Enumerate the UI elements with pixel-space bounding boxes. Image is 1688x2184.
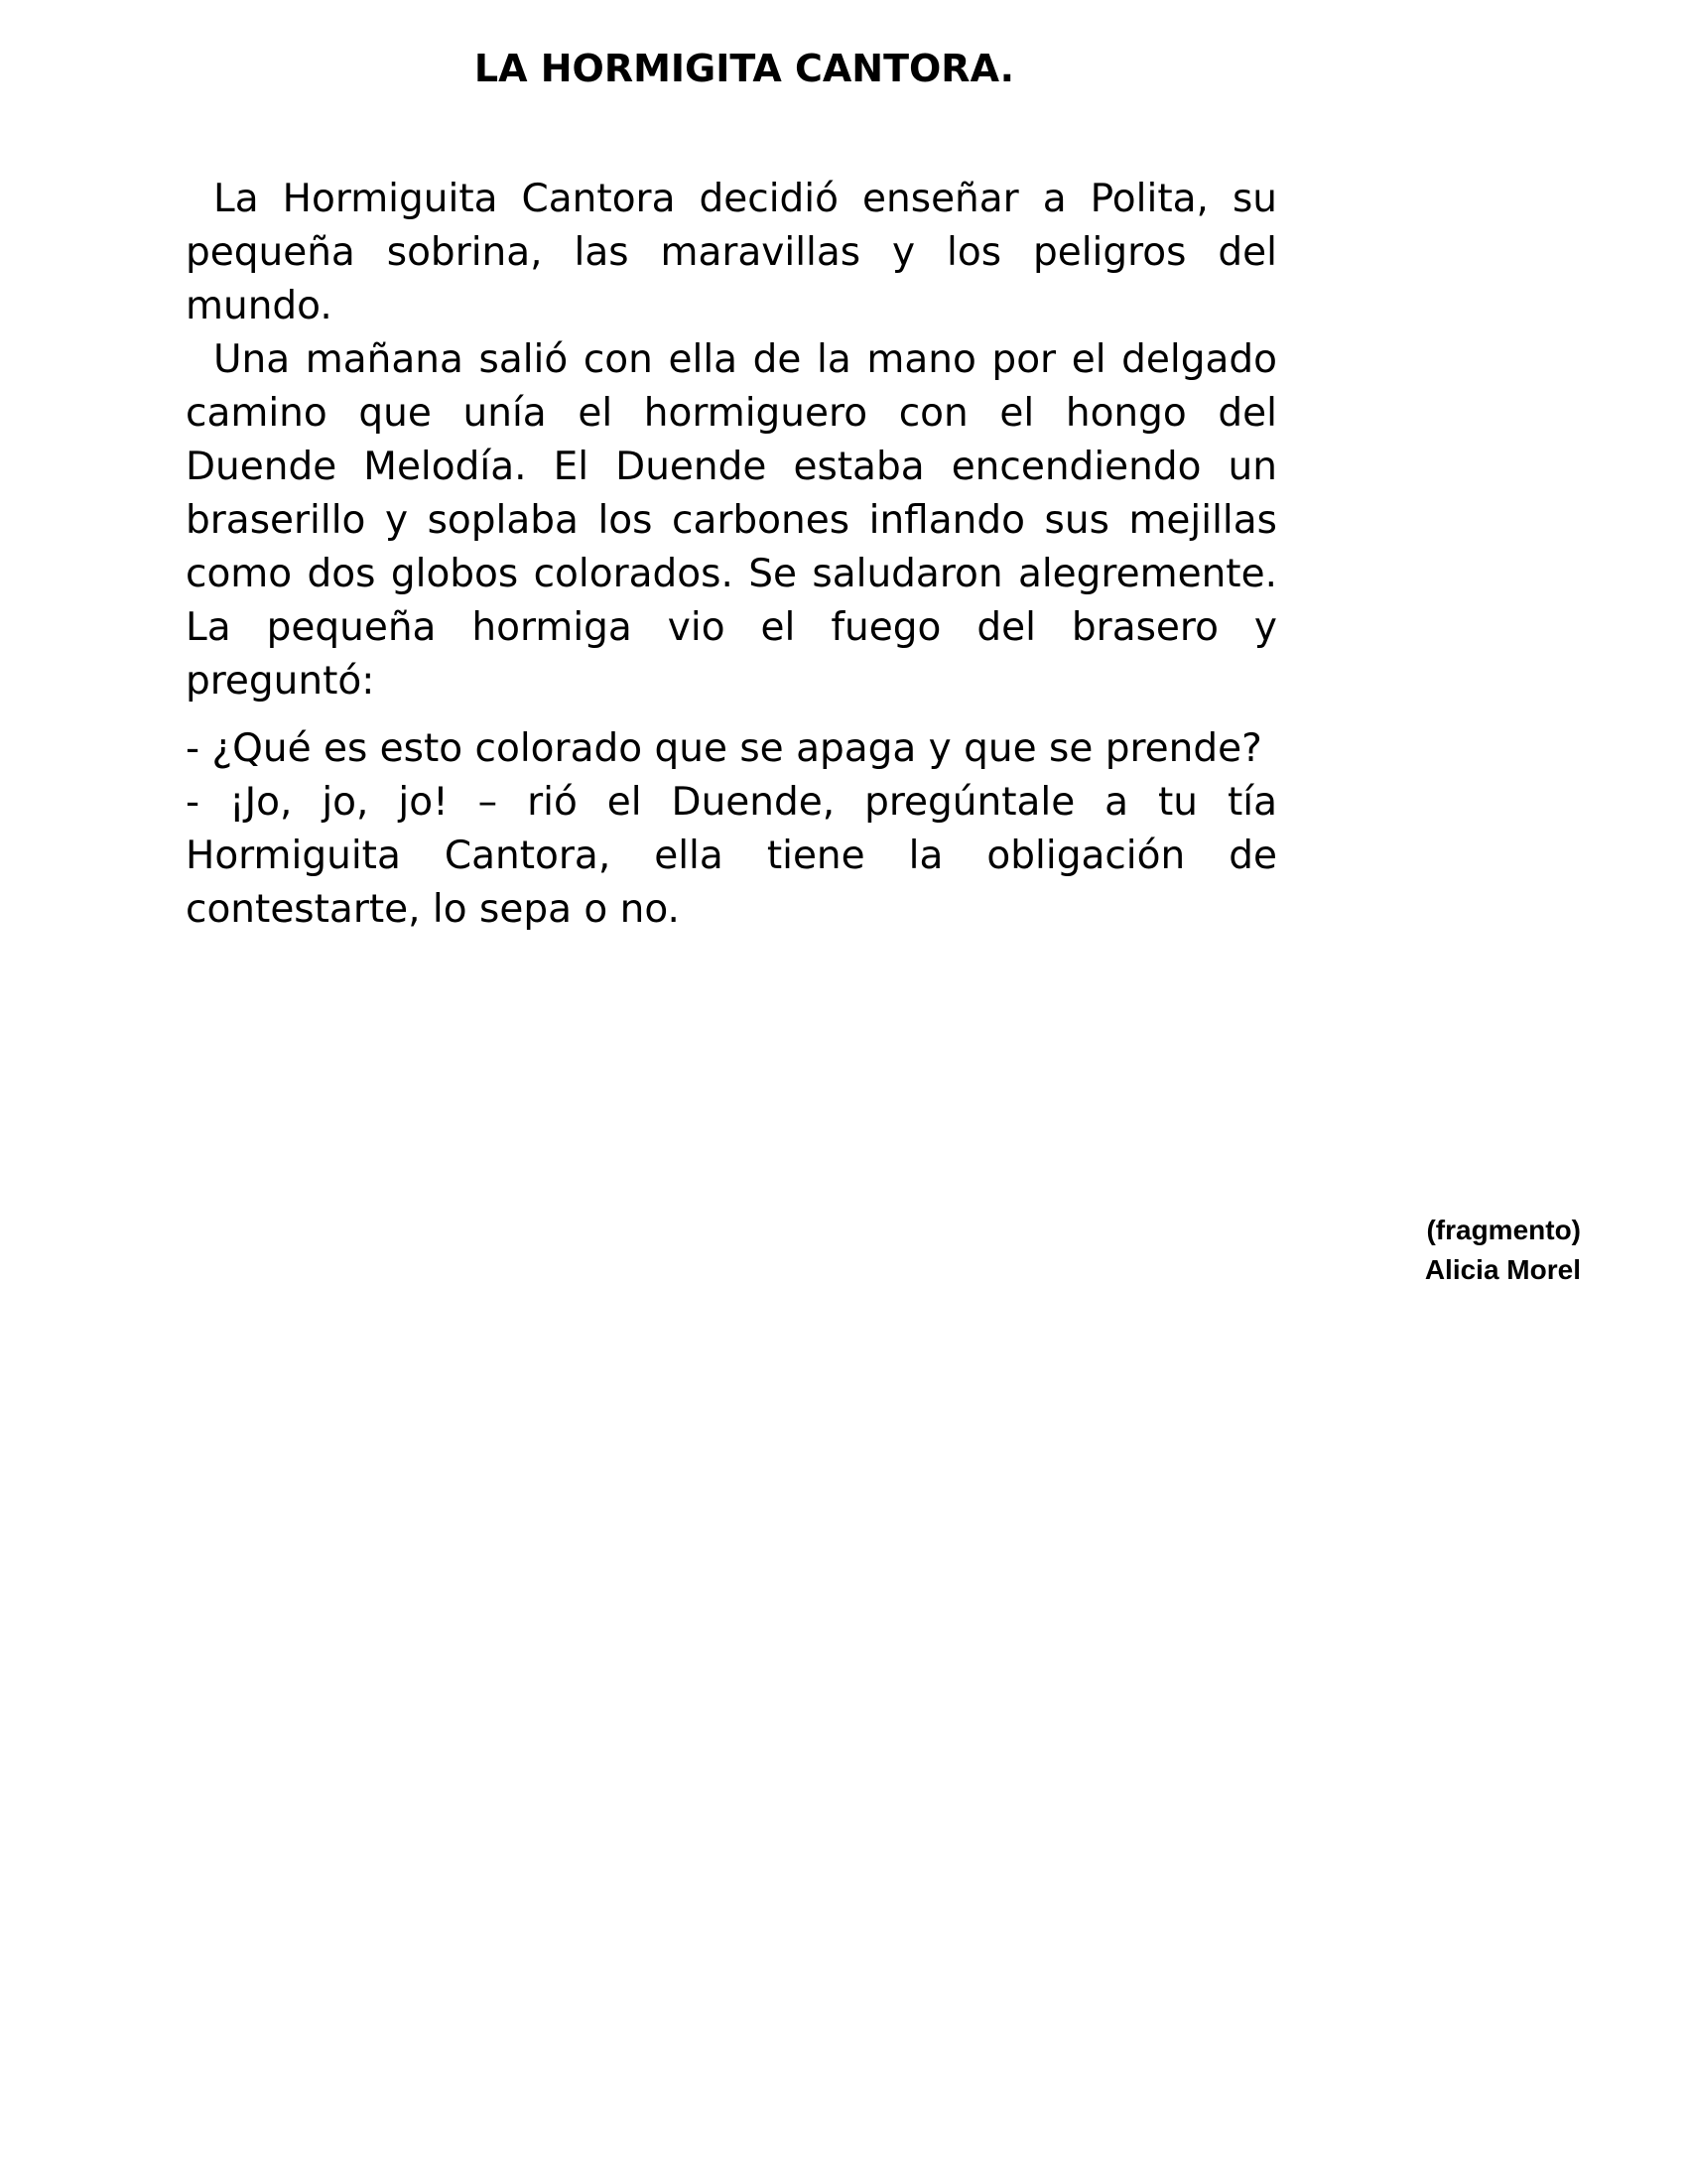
story-body [186,173,1277,937]
dialogue-line: - ¡Jo, jo, jo! – rió el Duende, pregúntale a tu tía Hormiguita Cantora, ella tiene la obligación de contestarte, lo sepa o no. [186,780,1277,932]
attribution [1425,1211,1581,1290]
page-title: LA HORMIGITA CANTORA. [473,47,1015,90]
story-paragraph: Una mañana salió con ella de la mano por el delgado camino que unía el hormiguero con el hongo del Duende Melodía. El Duende estaba encendiendo un braserillo y soplaba los carbones inflando sus mejillas como dos globos colorados. Se saludaron alegremente. La pequeña hormiga vio el fuego del brasero y preguntó: [186,337,1277,704]
story-paragraph: La Hormiguita Cantora decidió enseñar a Polita, su pequeña sobrina, las maravillas y los peligros del mundo. [186,177,1277,328]
fragment-note: (fragmento) [1426,1215,1581,1245]
author-name: Alicia Morel [1424,1254,1581,1285]
dialogue-line: - ¿Qué es esto colorado que se apaga y que se prende? [186,726,1262,771]
